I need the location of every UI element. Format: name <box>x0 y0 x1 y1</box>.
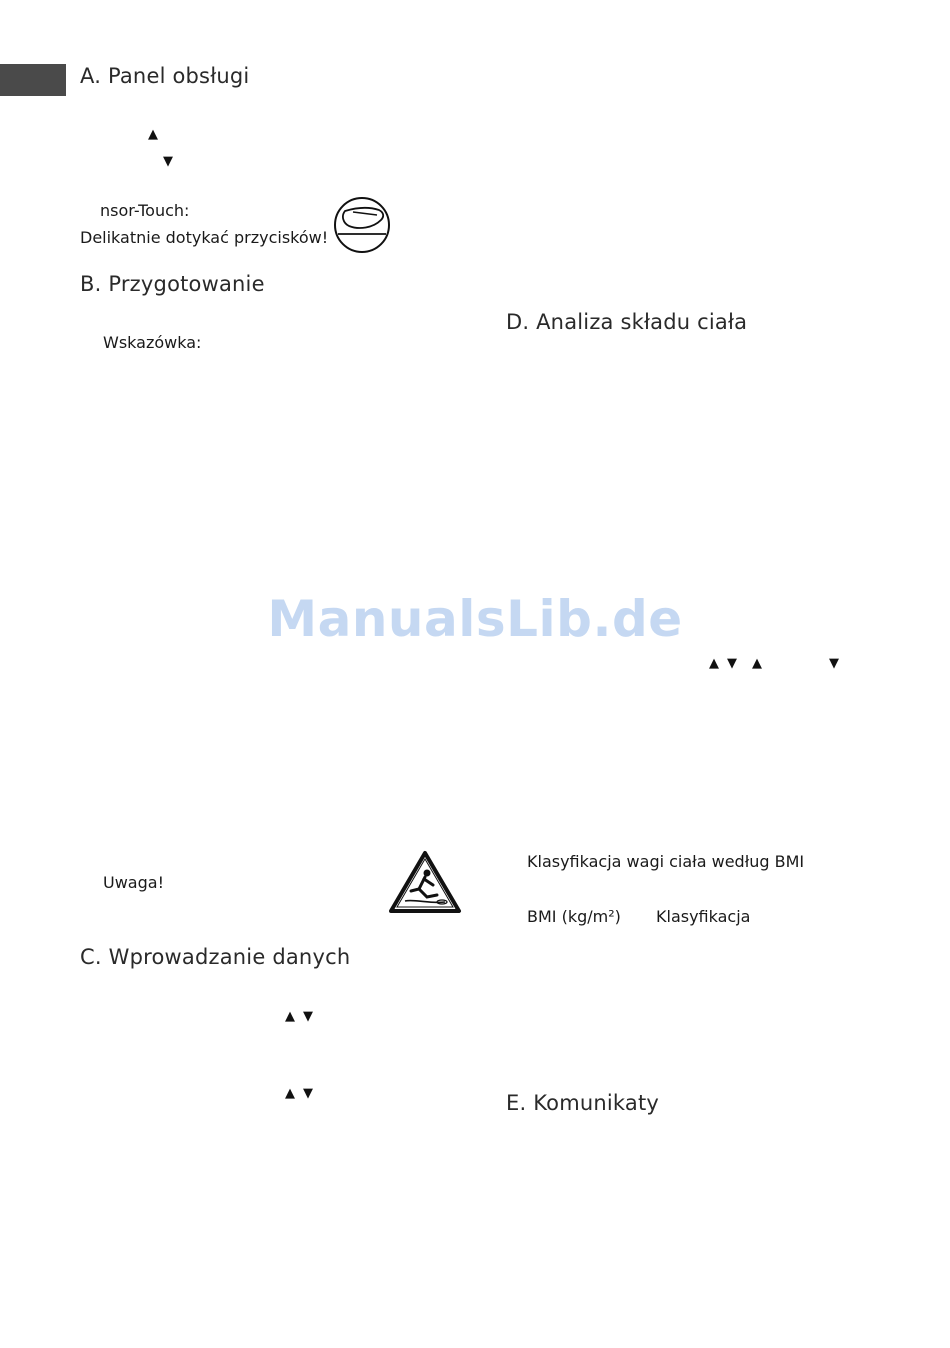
down-arrow-icon: ▼ <box>303 1009 313 1024</box>
watermark: ManualsLib.de <box>267 590 683 648</box>
down-arrow-icon: ▼ <box>303 1086 313 1101</box>
heading-data-entry: C. Wprowadzanie danych <box>80 945 351 969</box>
tip-label: Wskazówka: <box>103 333 202 352</box>
heading-messages: E. Komunikaty <box>506 1091 660 1115</box>
slippery-floor-warning-icon <box>387 849 463 915</box>
up-arrow-icon: ▲ <box>752 656 762 671</box>
up-arrow-icon: ▲ <box>709 656 719 671</box>
down-arrow-icon: ▼ <box>829 656 839 671</box>
up-arrow-icon: ▲ <box>148 127 158 142</box>
heading-preparation: B. Przygotowanie <box>80 272 265 296</box>
touch-finger-icon <box>333 196 391 254</box>
heading-panel: A. Panel obsługi <box>80 64 250 88</box>
up-arrow-icon: ▲ <box>285 1086 295 1101</box>
bmi-column-header: BMI (kg/m²) <box>527 907 621 926</box>
bmi-table-title: Klasyfikacja wagi ciała według BMI <box>527 852 805 871</box>
warning-label: Uwaga! <box>103 873 164 892</box>
classification-column-header: Klasyfikacja <box>656 907 751 926</box>
touch-hint-text: Delikatnie dotykać przycisków! <box>80 228 329 247</box>
sensor-touch-label: nsor-Touch: <box>100 201 190 220</box>
section-tab-marker <box>0 64 66 96</box>
down-arrow-icon: ▼ <box>727 656 737 671</box>
heading-body-analysis: D. Analiza składu ciała <box>506 310 748 334</box>
down-arrow-icon: ▼ <box>163 154 173 169</box>
up-arrow-icon: ▲ <box>285 1009 295 1024</box>
